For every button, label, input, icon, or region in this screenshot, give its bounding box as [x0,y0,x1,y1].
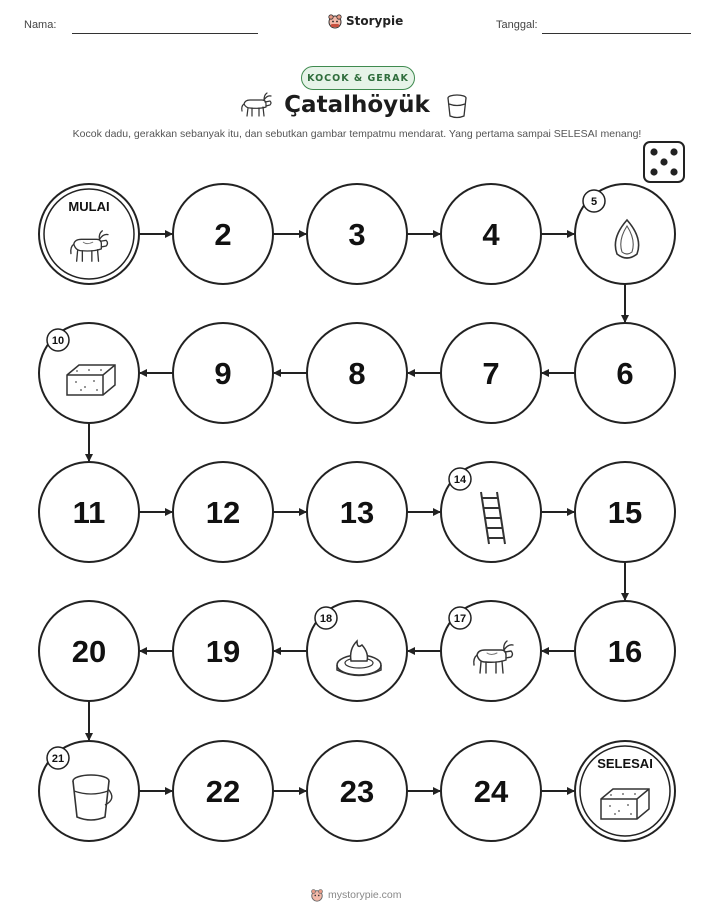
board-space-15[interactable] [575,462,675,562]
board-space-14[interactable] [441,462,541,562]
board-space-22[interactable] [173,741,273,841]
footer [310,888,402,902]
space-number: 3 [348,217,366,252]
space-number: 2 [214,217,232,252]
finish-label: SELESAI [597,756,653,771]
space-number: 7 [482,356,500,391]
board-space-20[interactable] [39,601,139,701]
space-number: 23 [339,774,375,809]
space-number-badge [449,468,471,490]
board-space-8[interactable] [307,323,407,423]
storypie-mascot-icon [310,888,324,902]
board-space-17[interactable] [441,601,541,701]
space-number-badge [449,607,471,629]
board-space-24[interactable] [441,741,541,841]
svg-text:14: 14 [453,474,467,486]
svg-text:5: 5 [590,196,598,208]
space-number-badge [583,190,605,212]
space-number: 13 [339,495,375,530]
board-space-12[interactable] [173,462,273,562]
space-number: 24 [473,774,509,809]
board-space-23[interactable] [307,741,407,841]
start-space[interactable] [39,184,139,284]
board-space-7[interactable] [441,323,541,423]
board-space-13[interactable] [307,462,407,562]
space-number-badge [315,607,337,629]
space-number-badge [47,329,69,351]
mud-brick-icon [601,789,649,819]
space-number: 9 [214,356,232,391]
start-label: MULAI [68,199,110,214]
board-space-21[interactable] [39,741,139,841]
game-type-badge: KOCOK & GERAK [301,66,415,90]
finish-space[interactable] [575,741,675,841]
svg-text:18: 18 [319,613,333,625]
svg-text:10: 10 [51,335,65,347]
space-number: 19 [205,634,241,669]
board-space-18[interactable] [307,601,407,701]
name-label: Nama: [24,19,57,31]
board-space-3[interactable] [307,184,407,284]
footer-url: mystorypie.com [328,889,402,901]
brand-name: Storypie [346,14,404,28]
svg-text:21: 21 [51,753,65,765]
space-number: 15 [607,495,643,530]
svg-text:17: 17 [453,613,467,625]
board-space-19[interactable] [173,601,273,701]
dice-icon [644,142,684,182]
board-space-11[interactable] [39,462,139,562]
board-space-6[interactable] [575,323,675,423]
space-number-badge [47,747,69,769]
board-space-2[interactable] [173,184,273,284]
date-label: Tanggal: [496,19,538,31]
space-number: 4 [482,217,500,252]
mud-brick-icon [67,365,115,395]
space-number: 12 [205,495,241,530]
board-space-4[interactable] [441,184,541,284]
space-number: 11 [72,495,106,530]
space-number: 22 [205,774,241,809]
board-space-5[interactable] [575,184,675,284]
space-number: 8 [348,356,366,391]
board-space-10[interactable] [39,323,139,423]
instructions: Kocok dadu, gerakkan sebanyak itu, dan sebutkan gambar tempatmu mendarat. Yang pertama sampai SELESAI menang! [72,128,642,140]
bucket-icon [73,775,112,820]
space-number: 20 [71,634,107,669]
space-number: 16 [607,634,643,669]
board-space-16[interactable] [575,601,675,701]
space-number: 6 [616,356,634,391]
board-space-9[interactable] [173,323,273,423]
page-title: Çatalhöyük [284,92,430,118]
